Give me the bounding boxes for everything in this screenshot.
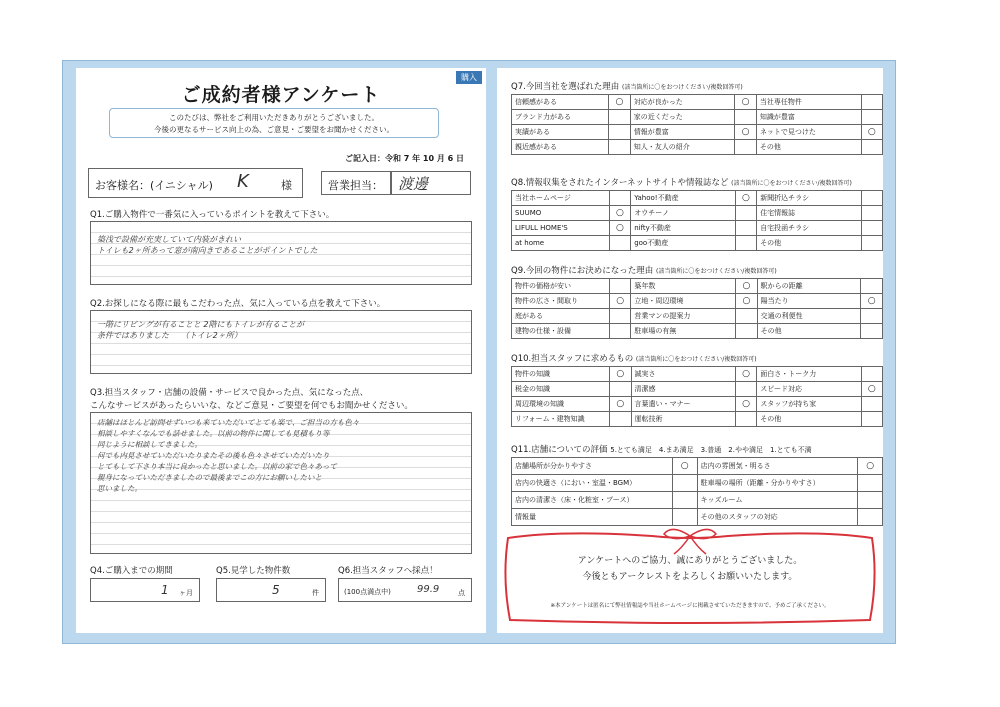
- option-row: [512, 279, 883, 294]
- option-checkbox[interactable]: [610, 412, 631, 427]
- q8-heading: [511, 176, 852, 188]
- period-unit: ヶ月: [179, 589, 193, 597]
- option-checkbox[interactable]: [736, 324, 757, 339]
- option-checkbox[interactable]: [861, 324, 883, 339]
- option-checkbox[interactable]: ○: [861, 382, 882, 397]
- option-row: [512, 309, 883, 324]
- option-label: Yahoo!不動産: [631, 191, 735, 206]
- option-label: LIFULL HOME'S: [512, 221, 610, 236]
- option-checkbox[interactable]: [861, 367, 882, 382]
- q9-heading: [511, 264, 777, 276]
- q3-question-line1: Q3.担当スタッフ・店舗の設備・サービスで良かった点、気になった点、: [90, 388, 369, 398]
- q2-question: Q2.お探しになる際に最もこだわった点、気に入っている点を教えて下さい。: [90, 299, 386, 309]
- option-checkbox[interactable]: [609, 125, 630, 140]
- option-checkbox[interactable]: [735, 221, 757, 236]
- option-label: SUUMO: [512, 206, 610, 221]
- option-row: [512, 412, 883, 427]
- q11-table: [511, 457, 883, 526]
- option-checkbox[interactable]: [735, 110, 756, 125]
- q4-answer-field[interactable]: [90, 578, 200, 602]
- greeting-box: [109, 108, 439, 138]
- score-prefix: (100点満点中): [344, 588, 391, 596]
- q11-question: Q11.店舗についての評価: [511, 445, 608, 455]
- option-checkbox[interactable]: ○: [736, 294, 757, 309]
- option-checkbox[interactable]: ○: [609, 95, 630, 110]
- option-label: リフォーム・建物知識: [512, 412, 610, 427]
- closing-line: 今後ともアークレストをよろしくお願いいたします。: [582, 572, 798, 582]
- score-value: 99.9: [417, 584, 440, 595]
- answer-line: 築浅で設備が充実していて内装がきれい: [97, 235, 241, 244]
- option-label: 面白さ・トーク力: [757, 367, 861, 382]
- option-checkbox[interactable]: ○: [610, 367, 631, 382]
- purchase-badge: 購入: [456, 71, 482, 84]
- rating-label: 情報量: [512, 509, 673, 526]
- option-label: 新聞折込チラシ: [757, 191, 862, 206]
- score-unit: 点: [458, 589, 465, 597]
- closing-message: [502, 528, 878, 626]
- q11-heading: [511, 443, 812, 455]
- option-checkbox[interactable]: [735, 412, 756, 427]
- q10-table: [511, 366, 883, 427]
- q2-answer-field[interactable]: [90, 310, 472, 374]
- option-label: 立地・周辺環境: [631, 294, 736, 309]
- option-row: [512, 397, 883, 412]
- rating-checkbox[interactable]: [858, 475, 883, 492]
- option-label: 知識が豊富: [756, 110, 861, 125]
- option-row: [512, 382, 883, 397]
- option-label: スピード対応: [757, 382, 861, 397]
- option-checkbox[interactable]: [736, 309, 757, 324]
- rating-label: 店舗場所が分かりやすさ: [512, 458, 673, 475]
- option-checkbox[interactable]: [861, 191, 882, 206]
- answer-line: 何でも内見させていただいたりまたその後も色々させていただいたり: [97, 451, 330, 460]
- rating-row: [512, 509, 883, 526]
- q5-question: Q5.見学した物件数: [216, 566, 291, 576]
- answer-line: 一階にリビングが有ることと 2階にもトイレが有ることが: [97, 320, 305, 329]
- viewed-count-unit: 件: [312, 589, 319, 597]
- rating-row: [512, 492, 883, 509]
- answer-line: とてもして下さり本当に良かったと思いました。以前の家で色々あって: [97, 462, 337, 471]
- right-panel: [497, 68, 883, 633]
- option-row: [512, 221, 883, 236]
- option-checkbox[interactable]: [609, 236, 631, 251]
- option-checkbox[interactable]: [861, 412, 882, 427]
- option-checkbox[interactable]: ○: [735, 125, 756, 140]
- option-label: 当社専任物件: [756, 95, 861, 110]
- rating-checkbox[interactable]: [672, 492, 697, 509]
- option-checkbox[interactable]: [609, 191, 631, 206]
- option-checkbox[interactable]: [861, 397, 882, 412]
- option-row: [512, 236, 883, 251]
- option-checkbox[interactable]: ○: [861, 125, 883, 140]
- closing-note: ※本アンケートは匿名にて弊社情報誌や当社ホームページに掲載させていただきますので、予めご了承ください。: [550, 603, 830, 609]
- answer-line: 相談しやすくなんでも話せました。以前の物件に関しても見積もり等: [97, 429, 330, 438]
- answer-line: トイレも2ヶ所あって窓が南向きであることがポイントでした: [97, 246, 318, 255]
- answer-line: 思いました。: [97, 484, 142, 493]
- option-label: ネットで見つけた: [756, 125, 861, 140]
- option-label: 陽当たり: [757, 294, 861, 309]
- q9-table: [511, 278, 883, 339]
- q9-note: (該当箇所に〇をおつけください/複数回答可): [656, 268, 777, 275]
- option-checkbox[interactable]: [610, 382, 631, 397]
- rating-label: キッズルーム: [697, 492, 858, 509]
- q7-table: [511, 94, 883, 155]
- option-label: 信頼感がある: [512, 95, 609, 110]
- option-label: 庭がある: [512, 309, 610, 324]
- option-label: その他: [757, 236, 862, 251]
- option-row: [512, 294, 883, 309]
- q4-question: Q4.ご購入までの期間: [90, 566, 173, 576]
- option-label: 築年数: [631, 279, 736, 294]
- left-panel: [76, 68, 486, 633]
- q7-question: Q7.今回当社を選ばれた理由: [511, 82, 620, 92]
- option-checkbox[interactable]: ○: [735, 95, 756, 110]
- answer-line: 条件ではありました （トイレ2ヶ所）: [97, 331, 242, 340]
- staff-label: 営業担当：: [321, 171, 391, 195]
- option-checkbox[interactable]: [609, 140, 630, 155]
- option-checkbox[interactable]: ○: [735, 397, 756, 412]
- q1-question: Q1.ご購入物件で一番気に入っているポイントを教えて下さい。: [90, 210, 335, 220]
- option-checkbox[interactable]: [735, 382, 756, 397]
- option-label: 建物の仕様・設備: [512, 324, 610, 339]
- rating-label: 店内の雰囲気・明るさ: [697, 458, 858, 475]
- option-checkbox[interactable]: [735, 206, 757, 221]
- q10-note: (該当箇所に〇をおつけください/複数回答可): [635, 356, 757, 363]
- option-checkbox[interactable]: ○: [861, 294, 883, 309]
- rating-row: [512, 458, 883, 475]
- customer-name-field[interactable]: [88, 168, 303, 198]
- option-row: [512, 367, 883, 382]
- answer-line: 店舗はほとんど訪問せずいつも来ていただいてとても楽で、ご担当の方も色々: [97, 418, 360, 427]
- q10-heading: [511, 352, 757, 364]
- option-checkbox[interactable]: [861, 140, 883, 155]
- rating-checkbox[interactable]: [672, 509, 697, 526]
- option-label: 清潔感: [631, 382, 735, 397]
- option-checkbox[interactable]: [861, 309, 883, 324]
- option-label: nifty不動産: [631, 221, 735, 236]
- option-row: [512, 206, 883, 221]
- option-label: 物件の知識: [512, 367, 610, 382]
- option-checkbox[interactable]: [861, 221, 882, 236]
- option-checkbox[interactable]: [609, 110, 630, 125]
- option-checkbox[interactable]: [861, 279, 883, 294]
- option-label: 知人・友人の紹介: [630, 140, 735, 155]
- option-checkbox[interactable]: [861, 110, 883, 125]
- option-checkbox[interactable]: ○: [610, 397, 631, 412]
- option-label: 自宅投函チラシ: [757, 221, 862, 236]
- option-label: 家の近くだった: [630, 110, 735, 125]
- option-label: その他: [757, 324, 861, 339]
- option-label: 誠実さ: [631, 367, 735, 382]
- rating-checkbox[interactable]: [672, 475, 697, 492]
- option-label: 物件の広さ・間取り: [512, 294, 610, 309]
- q3-answer-field[interactable]: [90, 412, 472, 554]
- rating-checkbox[interactable]: [858, 492, 883, 509]
- option-label: 周辺環境の知識: [512, 397, 610, 412]
- option-label: オウチーノ: [631, 206, 735, 221]
- rating-checkbox[interactable]: [858, 509, 883, 526]
- option-checkbox[interactable]: [735, 236, 757, 251]
- greeting-line: このたびは、弊社をご利用いただきありがとうございました。: [169, 113, 379, 122]
- option-checkbox[interactable]: [609, 309, 630, 324]
- page-title: ご成約者様アンケート: [181, 84, 381, 106]
- option-label: 対応が良かった: [630, 95, 735, 110]
- q7-heading: [511, 80, 743, 92]
- option-label: 運転技術: [631, 412, 735, 427]
- option-label: at home: [512, 236, 610, 251]
- option-label: 言葉遣い・マナー: [631, 397, 735, 412]
- option-checkbox[interactable]: [861, 206, 882, 221]
- option-checkbox[interactable]: [861, 236, 882, 251]
- customer-name-label: お客様名：(イニシャル): [95, 179, 213, 192]
- q7-note: (該当箇所に〇をおつけください/複数回答可): [622, 84, 743, 91]
- option-label: goo不動産: [631, 236, 735, 251]
- option-label: 親近感がある: [512, 140, 609, 155]
- option-row: [512, 191, 883, 206]
- answer-line: 親身になっていただきましたので最後までこの方にお願いしたいと: [97, 473, 322, 482]
- option-label: その他: [756, 140, 861, 155]
- option-row: [512, 110, 883, 125]
- q8-question: Q8.情報収集をされたインターネットサイトや情報誌など: [511, 178, 729, 188]
- q11-scale: 5.とても満足 4.まあ満足 3.普通 2.やや満足 1.とても不満: [610, 446, 812, 454]
- option-checkbox[interactable]: ○: [609, 206, 631, 221]
- rating-label: 店内の快適さ（におい・室温・BGM）: [512, 475, 673, 492]
- option-checkbox[interactable]: [609, 324, 630, 339]
- option-row: [512, 95, 883, 110]
- option-label: 住宅情報誌: [757, 206, 862, 221]
- rating-label: 駐車場の場所（距離・分かりやすさ）: [697, 475, 858, 492]
- option-checkbox[interactable]: ○: [735, 191, 757, 206]
- option-label: 営業マンの提案力: [631, 309, 736, 324]
- option-label: 駐車場の有無: [631, 324, 736, 339]
- closing-line: アンケートへのご協力、誠にありがとうございました。: [577, 556, 803, 566]
- greeting-line: 今後の更なるサービス向上の為、ご意見・ご要望をお聞かせください。: [154, 125, 394, 134]
- q3-question-line2: こんなサービスがあったらいいな、などご意見・ご要望を何でもお聞かせください。: [90, 401, 413, 411]
- option-row: [512, 140, 883, 155]
- option-label: スタッフが持ち家: [757, 397, 861, 412]
- option-row: [512, 125, 883, 140]
- customer-name-value: K: [237, 171, 249, 192]
- q5-answer-field[interactable]: [216, 578, 326, 602]
- q10-question: Q10.担当スタッフに求めるもの: [511, 354, 634, 364]
- customer-name-suffix: 様: [281, 179, 292, 192]
- rating-label: その他のスタッフの対応: [697, 509, 858, 526]
- option-checkbox[interactable]: [735, 140, 756, 155]
- rating-row: [512, 475, 883, 492]
- option-checkbox[interactable]: ○: [609, 221, 631, 236]
- option-label: 物件の価格が安い: [512, 279, 610, 294]
- option-label: 駅からの距離: [757, 279, 861, 294]
- q1-answer-field[interactable]: [90, 221, 472, 285]
- option-checkbox[interactable]: [861, 95, 883, 110]
- q8-note: (該当箇所に〇をおつけください/複数回答可): [731, 180, 852, 187]
- option-label: 交通の利便性: [757, 309, 861, 324]
- option-label: その他: [757, 412, 861, 427]
- viewed-count-value: 5: [272, 583, 280, 597]
- option-label: 税金の知識: [512, 382, 610, 397]
- period-value: 1: [161, 583, 169, 597]
- q9-question: Q9.今回の物件にお決めになった理由: [511, 266, 654, 276]
- rating-label: 店内の清潔さ（床・化粧室・ブース）: [512, 492, 673, 509]
- option-label: ブランド力がある: [512, 110, 609, 125]
- option-checkbox[interactable]: ○: [609, 294, 630, 309]
- option-checkbox[interactable]: [609, 279, 630, 294]
- q8-table: [511, 190, 883, 251]
- fill-date: ご記入日：令和 7 年 10 月 6 日: [345, 154, 464, 163]
- option-label: 実績がある: [512, 125, 609, 140]
- rating-checkbox[interactable]: ○: [672, 458, 697, 475]
- rating-checkbox[interactable]: ○: [858, 458, 883, 475]
- q6-answer-field[interactable]: [338, 578, 472, 602]
- option-label: 情報が豊富: [630, 125, 735, 140]
- option-label: 当社ホームページ: [512, 191, 610, 206]
- answer-line: 同じように相談してきました。: [97, 440, 202, 449]
- q6-question: Q6.担当スタッフへ採点！: [338, 566, 438, 576]
- staff-value-field[interactable]: 渡邊: [391, 171, 471, 195]
- option-checkbox[interactable]: ○: [735, 367, 756, 382]
- option-row: [512, 324, 883, 339]
- option-checkbox[interactable]: ○: [736, 279, 757, 294]
